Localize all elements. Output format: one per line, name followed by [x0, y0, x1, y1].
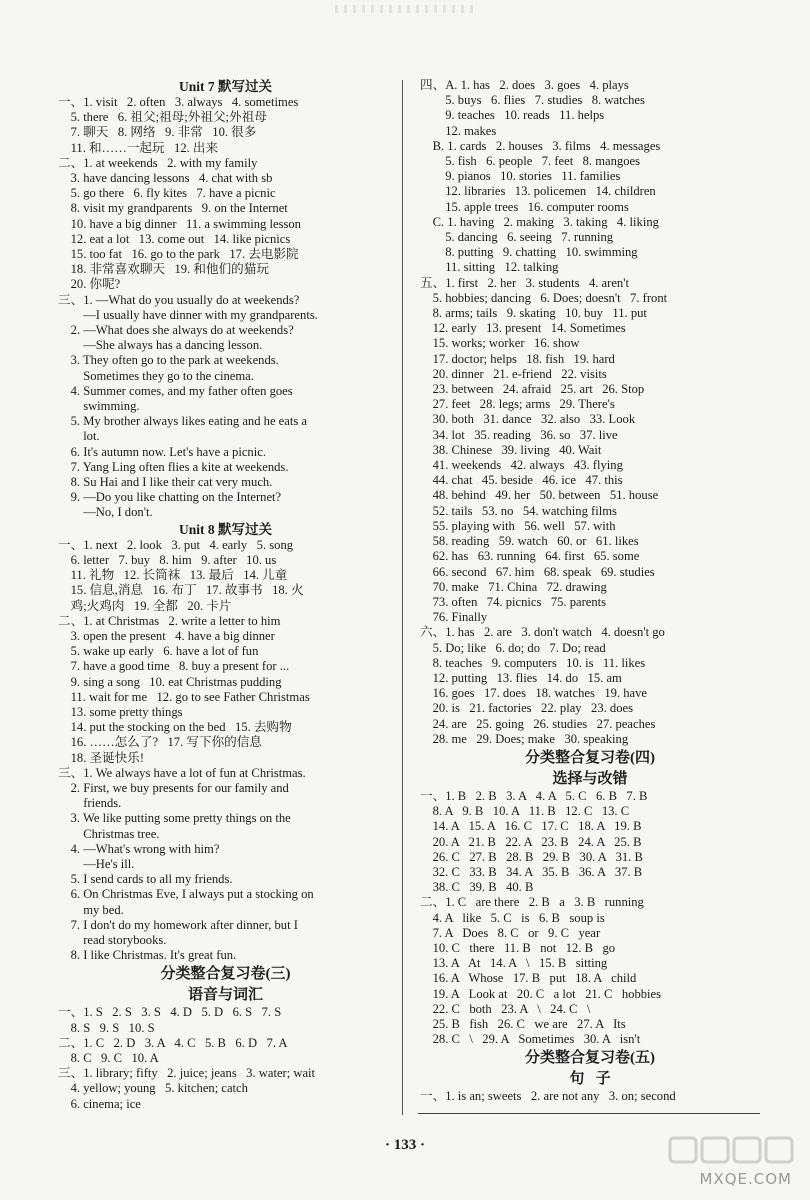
answer-line: 3. have dancing lessons 4. chat with sb — [58, 171, 273, 186]
answer-line: 25. B fish 26. C we are 27. A Its — [420, 1016, 626, 1031]
section-title: 语音与词汇 — [187, 987, 263, 1004]
answer-line: 5. there 6. 祖父;祖母;外祖父;外祖母 — [58, 110, 267, 125]
answer-line: 5. dancing 6. seeing 7. running — [420, 230, 614, 245]
answer-line: 17. doctor; helps 18. fish 19. hard — [420, 351, 615, 366]
answer-line: 12. eat a lot 13. come out 14. like picnics — [58, 231, 291, 246]
answer-line: 7. have a good time 8. buy a present for ... — [58, 659, 290, 674]
answer-line: 11. 礼物 12. 长筒袜 13. 最后 14. 儿童 — [58, 568, 288, 583]
answer-line: 8. arms; tails 9. skating 10. buy 11. put — [420, 306, 647, 321]
answer-line: 9. pianos 10. stories 11. families — [420, 169, 621, 184]
answer-line: 一、1. is an; sweets 2. are not any 3. on; second — [420, 1089, 676, 1104]
answer-line: 15. too fat 16. go to the park 17. 去电影院 — [58, 247, 299, 262]
answer-line: 76. Finally — [420, 610, 488, 625]
answer-line: 8. visit my grandparents 9. on the Internet — [58, 201, 288, 216]
answer-line: 14. A 15. A 16. C 17. C 18. A 19. B — [420, 819, 642, 834]
answer-line: 16. A Whose 17. B put 18. A child — [420, 971, 637, 986]
answer-line: 6. cinema; ice — [58, 1096, 141, 1111]
answer-line: 19. A Look at 20. C a lot 21. C hobbies — [420, 986, 662, 1001]
section-title: 分类整合复习卷(三) — [160, 966, 291, 983]
answer-line: 30. both 31. dance 32. also 33. Look — [420, 412, 636, 427]
answer-line: 13. A At 14. A \ 15. B sitting — [420, 956, 608, 971]
answer-line: 7. A Does 8. C or 9. C year — [420, 925, 601, 940]
answer-line: 6. On Christmas Eve, I always put a stocking on — [58, 887, 314, 902]
answer-line: 8. Su Hai and I like their cat very much. — [58, 475, 273, 490]
answer-line: 23. between 24. afraid 25. art 26. Stop — [420, 382, 645, 397]
answer-line: 28. C \ 29. A Sometimes 30. A isn't — [420, 1032, 641, 1047]
answer-line: swimming. — [58, 399, 140, 414]
answer-line: 48. behind 49. her 50. between 51. house — [420, 488, 659, 503]
answer-line: 8. S 9. S 10. S — [58, 1020, 155, 1035]
answer-line: 六、1. has 2. are 3. don't watch 4. doesn't go — [420, 625, 665, 640]
watermark-text: MXQE.COM — [699, 1170, 792, 1188]
answer-line: 8. putting 9. chatting 10. swimming — [420, 245, 638, 260]
answer-line: 20. dinner 21. e-friend 22. visits — [420, 366, 607, 381]
answer-line: 4. A like 5. C is 6. B soup is — [420, 910, 605, 925]
answer-line: 12. libraries 13. policemen 14. children — [420, 184, 656, 199]
answer-line: 一、1. B 2. B 3. A 4. A 5. C 6. B 7. B — [420, 788, 648, 803]
answer-line: 70. make 71. China 72. drawing — [420, 579, 607, 594]
answer-line: 三、1. We always have a lot of fun at Christmas. — [58, 765, 306, 780]
answer-line: 55. playing with 56. well 57. with — [420, 518, 616, 533]
answer-line: lot. — [58, 429, 100, 444]
answer-line: 三、1. library; fifty 2. juice; jeans 3. water; wait — [58, 1066, 316, 1081]
answer-line: 22. C both 23. A \ 24. C \ — [420, 1001, 591, 1016]
answer-line: 二、1. at Christmas 2. write a letter to him — [58, 613, 281, 628]
answer-line: 16. ……怎么了? 17. 写下你的信息 — [58, 735, 262, 750]
section-title: 句 子 — [569, 1071, 611, 1088]
answer-line: 8. teaches 9. computers 10. is 11. likes — [420, 655, 646, 670]
answer-line: 9. sing a song 10. eat Christmas pudding — [58, 674, 282, 689]
answer-line: 二、1. at weekends 2. with my family — [58, 155, 258, 170]
answer-line: 11. wait for me 12. go to see Father Christmas — [58, 689, 310, 704]
section-title: 选择与改错 — [552, 770, 628, 787]
answer-line: 13. some pretty things — [58, 704, 183, 719]
answer-line: Christmas tree. — [58, 826, 160, 841]
answer-line: 7. 聊天 8. 网络 9. 非常 10. 很多 — [58, 125, 257, 140]
answer-line: —She always has a dancing lesson. — [58, 338, 263, 353]
answer-line: 一、1. S 2. S 3. S 4. D 5. D 6. S 7. S — [58, 1005, 282, 1020]
answer-line: 73. often 74. picnics 75. parents — [420, 594, 607, 609]
answer-line: 18. 非常喜欢聊天 19. 和他们的猫玩 — [58, 262, 269, 277]
answer-line: 20. 你呢? — [58, 277, 121, 292]
answer-line: 一、1. visit 2. often 3. always 4. sometimes — [58, 95, 299, 109]
answer-line: 5. buys 6. flies 7. studies 8. watches — [420, 93, 645, 108]
answer-line: 15. 信息,消息 16. 布丁 17. 故事书 18. 火 — [58, 583, 304, 598]
answer-line: 3. They often go to the park at weekends. — [58, 353, 279, 368]
answer-line: 三、1. —What do you usually do at weekends? — [58, 292, 300, 307]
answer-line: 5. wake up early 6. have a lot of fun — [58, 644, 259, 659]
answer-line: 8. A 9. B 10. A 11. B 12. C 13. C — [420, 804, 630, 819]
left-column — [58, 78, 393, 1112]
answer-line: 5. I send cards to all my friends. — [58, 872, 233, 887]
answer-line: 12. putting 13. flies 14. do 15. am — [420, 670, 622, 685]
answer-line: 四、A. 1. has 2. does 3. goes 4. plays — [420, 78, 629, 92]
answer-line: 38. Chinese 39. living 40. Wait — [420, 442, 602, 457]
answer-line: 5. fish 6. people 7. feet 8. mangoes — [420, 154, 640, 169]
right-column — [420, 78, 760, 1105]
answer-line: 10. have a big dinner 11. a swimming lesson — [58, 216, 301, 231]
answer-line: 26. C 27. B 28. B 29. B 30. A 31. B — [420, 849, 643, 864]
answer-line: 5. hobbies; dancing 6. Does; doesn't 7. front — [420, 290, 668, 305]
answer-line: 20. is 21. factories 22. play 23. does — [420, 701, 634, 716]
answer-line: 鸡;火鸡肉 19. 全都 20. 卡片 — [58, 598, 232, 613]
answer-line: 3. open the present 4. have a big dinner — [58, 628, 275, 643]
footer-rule — [418, 1113, 760, 1114]
answer-line: 8. C 9. C 10. A — [58, 1050, 159, 1065]
answer-line: 9. —Do you like chatting on the Internet? — [58, 490, 282, 505]
answer-line: 58. reading 59. watch 60. or 61. likes — [420, 534, 639, 549]
answer-line: 4. —What's wrong with him? — [58, 841, 220, 856]
answer-line: 3. We like putting some pretty things on the — [58, 811, 291, 826]
column-divider — [402, 80, 403, 1115]
answer-line: 12. early 13. present 14. Sometimes — [420, 321, 626, 336]
answer-line: 32. C 33. B 34. A 35. B 36. A 37. B — [420, 864, 643, 879]
scan-noise — [335, 5, 475, 13]
answer-line: 38. C 39. B 40. B — [420, 880, 534, 895]
answer-line: B. 1. cards 2. houses 3. films 4. messages — [420, 138, 661, 153]
answer-line: 62. has 63. running 64. first 65. some — [420, 549, 640, 564]
answer-line: 2. First, we buy presents for our family and — [58, 780, 289, 795]
answer-line: 11. 和……一起玩 12. 出来 — [58, 140, 219, 155]
answer-line: 28. me 29. Does; make 30. speaking — [420, 731, 629, 746]
answer-line: read storybooks. — [58, 932, 167, 947]
answer-line: 8. I like Christmas. It's great fun. — [58, 948, 237, 963]
answer-line: 11. sitting 12. talking — [420, 260, 559, 275]
answer-line: 27. feet 28. legs; arms 29. There's — [420, 397, 615, 412]
answer-line: Sometimes they go to the cinema. — [58, 368, 254, 383]
answer-line: 66. second 67. him 68. speak 69. studies — [420, 564, 655, 579]
answer-line: 20. A 21. B 22. A 23. B 24. A 25. B — [420, 834, 642, 849]
answer-line: 6. It's autumn now. Let's have a picnic. — [58, 444, 266, 459]
answer-line: 7. I don't do my homework after dinner, but I — [58, 917, 298, 932]
answer-line: 7. Yang Ling often flies a kite at weekends. — [58, 459, 289, 474]
answer-line: my bed. — [58, 902, 124, 917]
answer-line: 5. go there 6. fly kites 7. have a picnic — [58, 186, 276, 201]
answer-line: 5. Do; like 6. do; do 7. Do; read — [420, 640, 606, 655]
answer-line: 12. makes — [420, 123, 497, 138]
answer-line: 6. letter 7. buy 8. him 9. after 10. us — [58, 552, 277, 567]
answer-line: 41. weekends 42. always 43. flying — [420, 458, 623, 473]
answer-line: 2. —What does she always do at weekends? — [58, 323, 294, 338]
answer-line: 24. are 25. going 26. studies 27. peaches — [420, 716, 656, 731]
answer-line: 5. My brother always likes eating and he eats a — [58, 414, 308, 429]
answer-line: 34. lot 35. reading 36. so 37. live — [420, 427, 618, 442]
answer-line: —He's ill. — [58, 856, 135, 871]
answer-line: C. 1. having 2. making 3. taking 4. liking — [420, 214, 659, 229]
answer-line: 4. yellow; young 5. kitchen; catch — [58, 1081, 248, 1096]
answer-line: 15. apple trees 16. computer rooms — [420, 199, 629, 214]
answer-line: 二、1. C 2. D 3. A 4. C 5. B 6. D 7. A — [58, 1035, 288, 1050]
section-title: 分类整合复习卷(五) — [525, 1050, 655, 1067]
answer-line: friends. — [58, 796, 122, 811]
answer-line: 52. tails 53. no 54. watching films — [420, 503, 617, 518]
answer-line: 一、1. next 2. look 3. put 4. early 5. song — [58, 537, 294, 552]
answer-line: 44. chat 45. beside 46. ice 47. this — [420, 473, 623, 488]
answer-line: 15. works; worker 16. show — [420, 336, 580, 351]
answer-line: 二、1. C are there 2. B a 3. B running — [420, 895, 644, 910]
unit-heading: Unit 7 默写过关 — [178, 79, 272, 94]
answer-line: 10. C there 11. B not 12. B go — [420, 940, 616, 955]
answer-line: 9. teaches 10. reads 11. helps — [420, 108, 605, 123]
answer-line: 五、1. first 2. her 3. students 4. aren't — [420, 275, 629, 290]
answer-line: 16. goes 17. does 18. watches 19. have — [420, 686, 647, 701]
unit-heading: Unit 8 默写过关 — [178, 521, 272, 537]
answer-line: 4. Summer comes, and my father often goes — [58, 383, 293, 398]
section-title: 分类整合复习卷(四) — [525, 749, 655, 766]
answer-line: —I usually have dinner with my grandparents. — [58, 307, 318, 322]
answer-line: 18. 圣诞快乐! — [58, 750, 145, 765]
answer-line: —No, I don't. — [58, 505, 153, 520]
page-number: · 133 · — [384, 1137, 425, 1153]
answer-line: 14. put the stocking on the bed 15. 去购物 — [58, 720, 292, 735]
